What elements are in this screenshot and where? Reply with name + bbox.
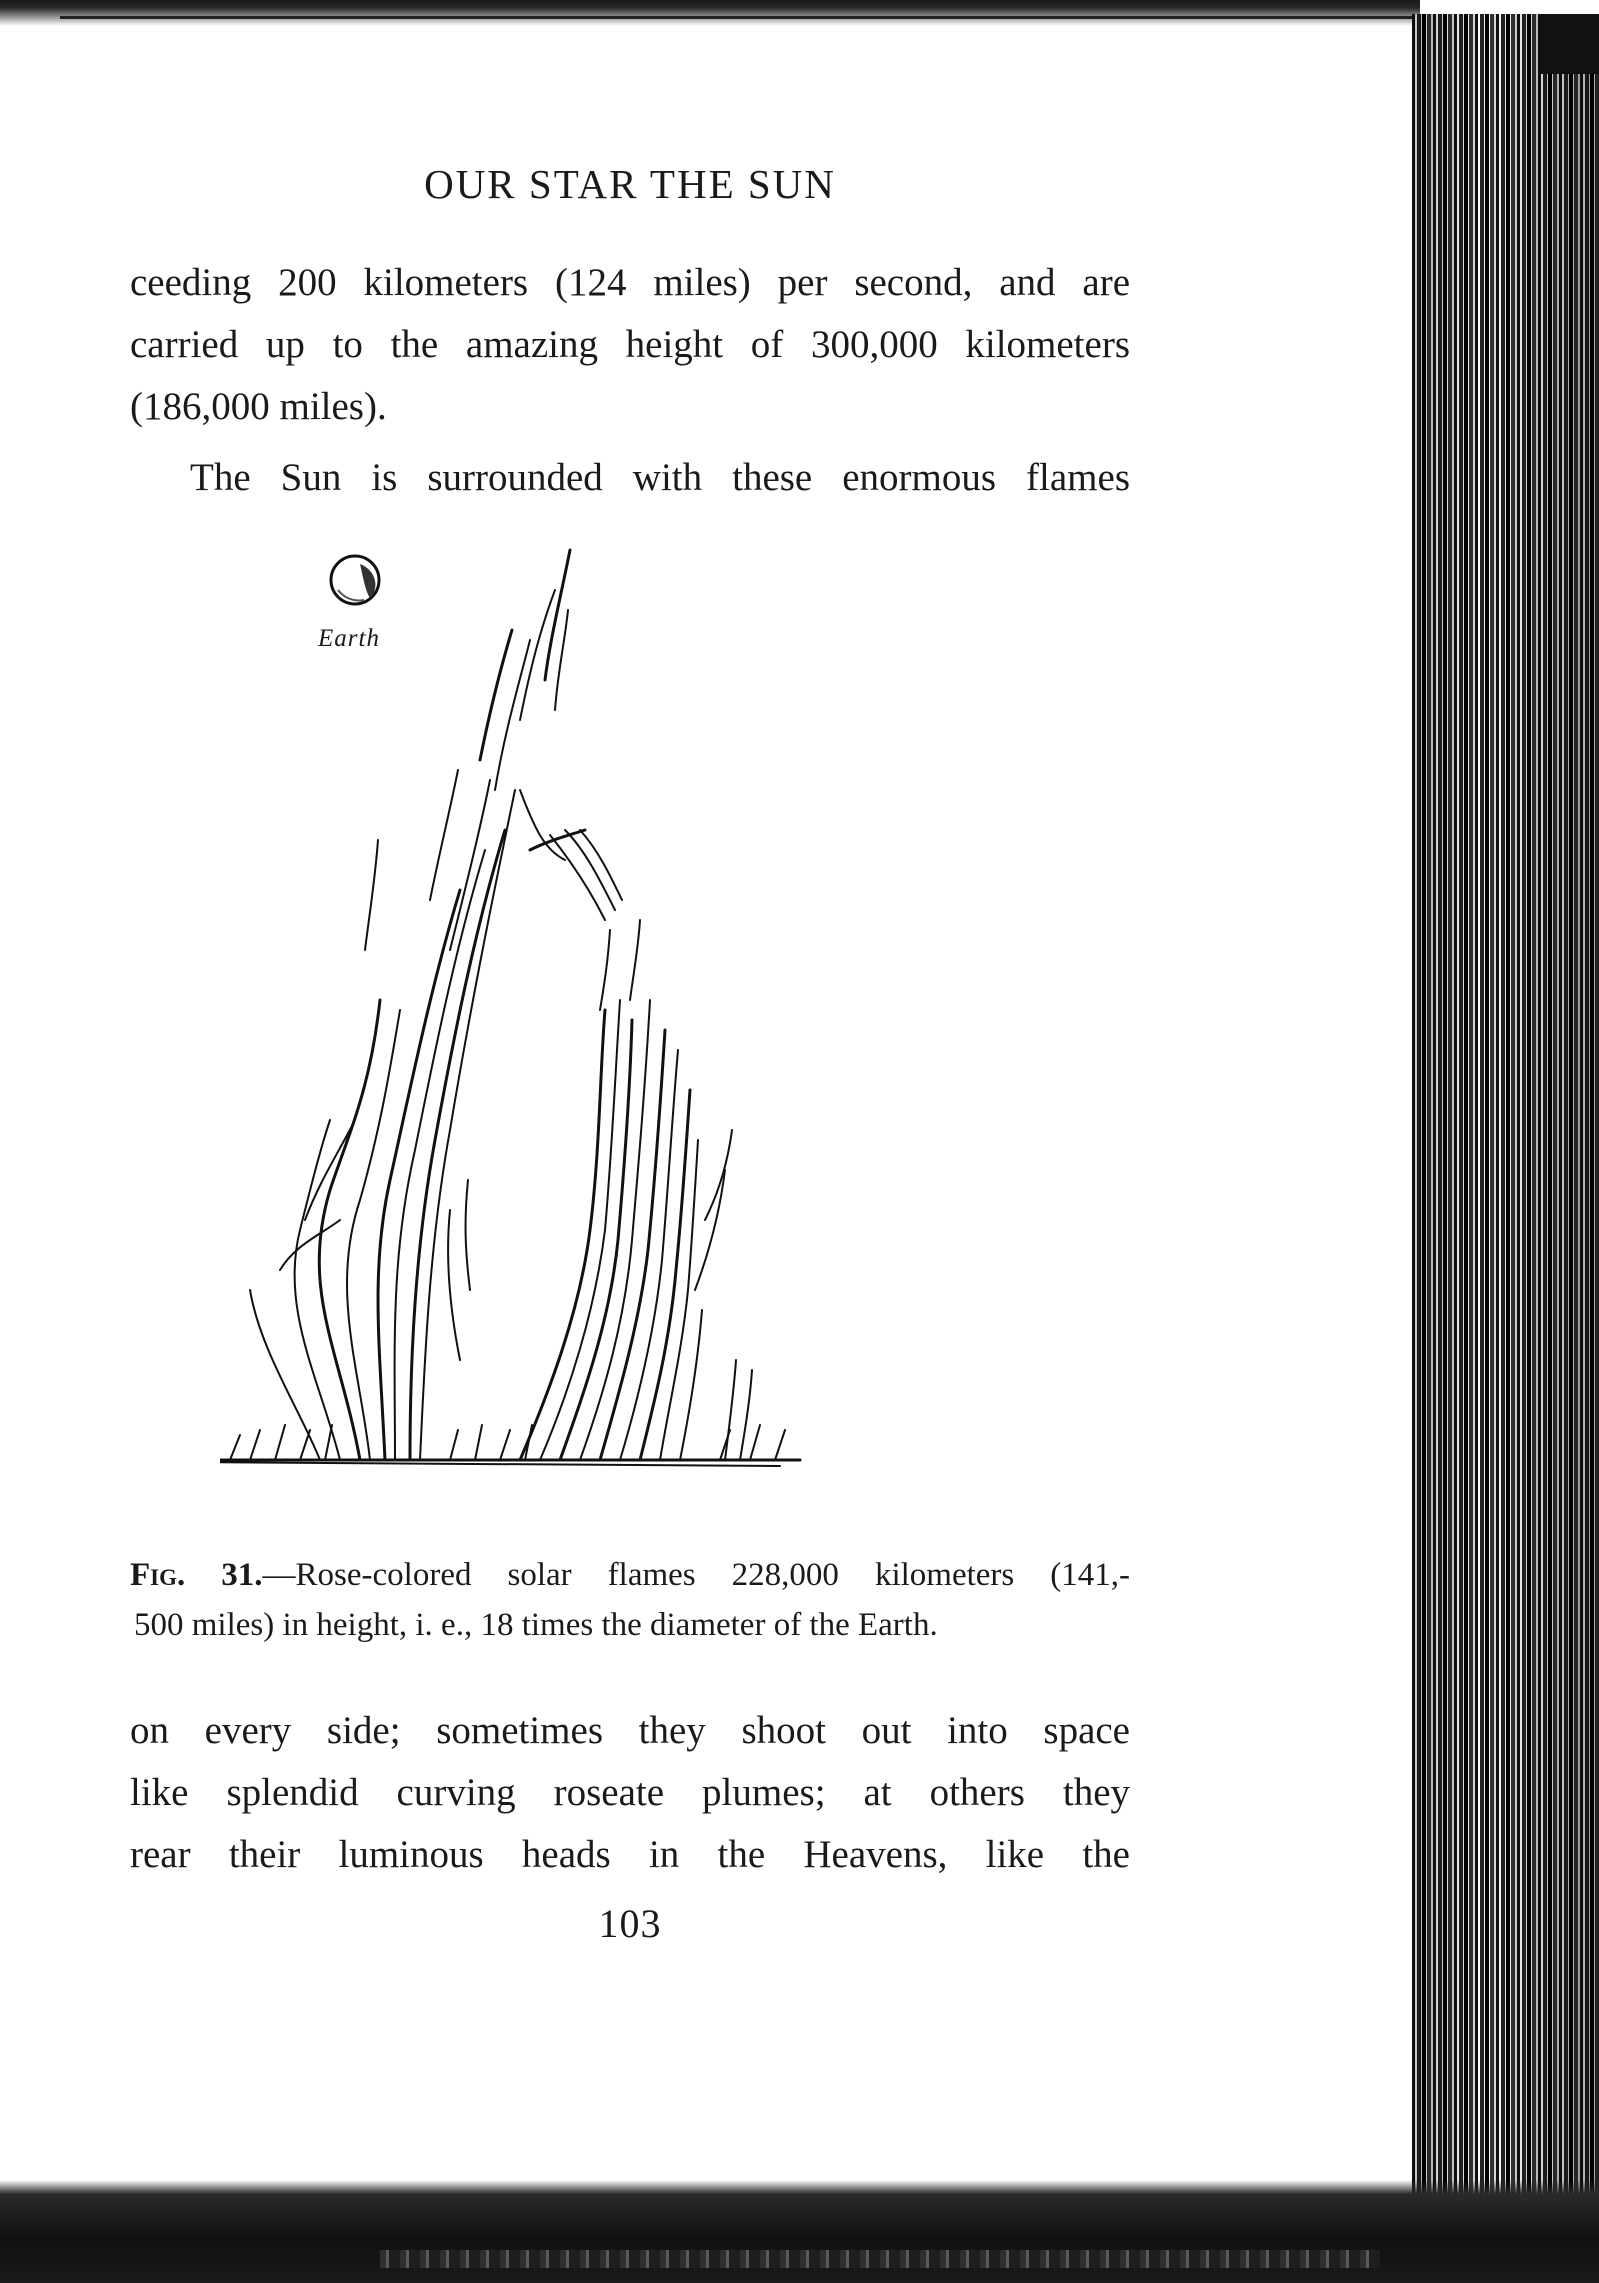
solar-flames-figure bbox=[220, 530, 1020, 1530]
text-line: carried up to the amazing height of 300,000 kilometers bbox=[130, 323, 1130, 366]
scan-bottom-noise bbox=[380, 2250, 1380, 2268]
figure-caption bbox=[130, 1550, 1130, 1650]
scan-top-rule bbox=[60, 16, 1420, 19]
caption-line-1 bbox=[130, 1550, 1130, 1600]
running-head: OUR STAR THE SUN bbox=[424, 161, 836, 207]
scan-top-edge bbox=[0, 0, 1420, 30]
caption-line-1-text: —Rose-colored solar flames 228,000 kilometers (141,- bbox=[262, 1557, 1131, 1593]
text-line: on every side; sometimes they shoot out into space bbox=[130, 1709, 1130, 1752]
right-flame-icon bbox=[520, 920, 752, 1460]
page-number: 103 bbox=[598, 1901, 662, 1946]
paragraph-3 bbox=[130, 1700, 1130, 1886]
text-line: like splendid curving roseate plumes; at others they bbox=[130, 1771, 1130, 1814]
paragraph-1 bbox=[130, 252, 1130, 438]
text-line: The Sun is surrounded with these enormous flames bbox=[190, 456, 1130, 499]
text-line: (186,000 miles). bbox=[130, 385, 387, 428]
text-line: ceeding 200 kilometers (124 miles) per second, and are bbox=[130, 261, 1130, 304]
caption-line-2: 500 miles) in height, i. e., 18 times the diameter of the Earth. bbox=[134, 1607, 938, 1643]
text-line: rear their luminous heads in the Heavens, like the bbox=[130, 1833, 1130, 1876]
earth-label: Earth bbox=[318, 625, 380, 652]
book-page-edges-shading bbox=[1412, 14, 1599, 2204]
left-flame-icon bbox=[250, 550, 622, 1460]
book-edge-corner bbox=[1540, 14, 1599, 74]
paragraph-2 bbox=[130, 447, 1130, 509]
figure-number: Fig. 31. bbox=[130, 1557, 263, 1593]
solar-flames-illustration bbox=[220, 530, 1020, 1530]
earth-icon bbox=[331, 556, 379, 604]
